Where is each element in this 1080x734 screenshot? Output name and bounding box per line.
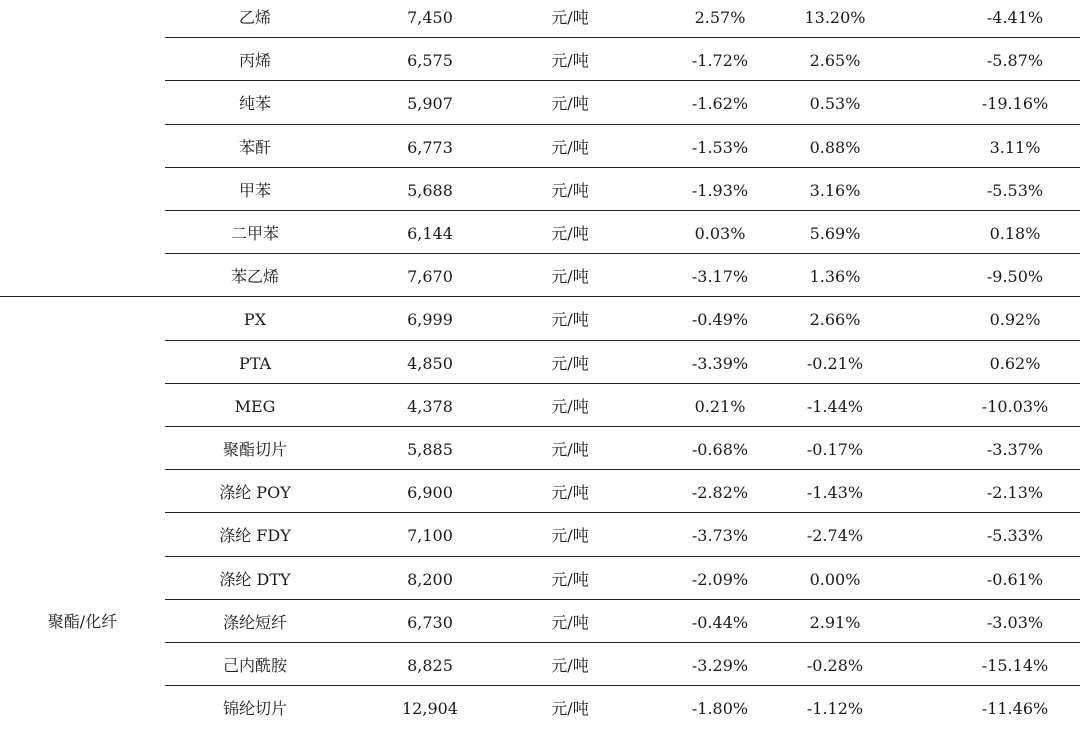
change-1: -0.68% xyxy=(691,440,749,459)
change-3: -5.53% xyxy=(986,181,1044,200)
change-2: 13.20% xyxy=(804,8,866,27)
product-name: 涤纶 DTY xyxy=(219,570,291,589)
unit-label: 元/吨 xyxy=(551,94,589,113)
price-value: 12,904 xyxy=(402,699,458,718)
row-divider xyxy=(165,685,1080,686)
change-2: 0.88% xyxy=(809,138,861,157)
change-3: -4.41% xyxy=(986,8,1044,27)
row-divider xyxy=(165,167,1080,168)
price-value: 7,450 xyxy=(407,8,453,27)
unit-label: 元/吨 xyxy=(551,526,589,545)
product-name: PTA xyxy=(238,354,272,373)
unit-label: 元/吨 xyxy=(551,138,589,157)
change-1: -3.29% xyxy=(691,656,749,675)
change-2: 2.91% xyxy=(809,613,861,632)
change-1: -1.72% xyxy=(691,51,749,70)
product-name: 涤纶 FDY xyxy=(219,526,291,545)
change-2: -0.17% xyxy=(806,440,864,459)
price-value: 6,999 xyxy=(407,310,453,329)
row-divider xyxy=(165,469,1080,470)
row-divider xyxy=(165,383,1080,384)
change-1: 2.57% xyxy=(694,8,746,27)
change-2: 0.53% xyxy=(809,94,861,113)
price-value: 6,900 xyxy=(407,483,453,502)
change-2: 3.16% xyxy=(809,181,861,200)
row-divider xyxy=(165,642,1080,643)
change-1: 0.03% xyxy=(694,224,746,243)
change-1: -3.73% xyxy=(691,526,749,545)
change-1: -1.80% xyxy=(691,699,749,718)
product-name: 苯酐 xyxy=(238,138,271,157)
product-name: 苯乙烯 xyxy=(230,267,279,286)
change-2: 2.65% xyxy=(809,51,861,70)
change-3: -9.50% xyxy=(986,267,1044,286)
unit-label: 元/吨 xyxy=(551,8,589,27)
change-3: -2.13% xyxy=(986,483,1044,502)
price-value: 8,825 xyxy=(407,656,453,675)
product-name: 二甲苯 xyxy=(230,224,279,243)
change-3: -3.03% xyxy=(986,613,1044,632)
row-divider xyxy=(165,512,1080,513)
change-3: -10.03% xyxy=(981,397,1049,416)
change-3: 0.62% xyxy=(989,354,1041,373)
category-label: 聚酯/化纤 xyxy=(47,612,118,631)
price-value: 6,773 xyxy=(407,138,453,157)
change-1: -1.62% xyxy=(691,94,749,113)
change-3: 3.11% xyxy=(989,138,1041,157)
row-divider xyxy=(165,556,1080,557)
unit-label: 元/吨 xyxy=(551,224,589,243)
change-3: -15.14% xyxy=(981,656,1049,675)
change-3: 0.18% xyxy=(989,224,1041,243)
price-value: 7,100 xyxy=(407,526,453,545)
change-1: -2.82% xyxy=(691,483,749,502)
product-name: 己内酰胺 xyxy=(222,656,287,675)
product-name: 甲苯 xyxy=(238,181,271,200)
unit-label: 元/吨 xyxy=(551,267,589,286)
price-value: 6,575 xyxy=(407,51,453,70)
change-3: -0.61% xyxy=(986,570,1044,589)
row-divider xyxy=(165,253,1080,254)
product-name: 锦纶切片 xyxy=(222,699,287,718)
price-value: 8,200 xyxy=(407,570,453,589)
change-1: -1.53% xyxy=(691,138,749,157)
change-3: -5.87% xyxy=(986,51,1044,70)
price-value: 5,885 xyxy=(407,440,453,459)
row-divider xyxy=(165,426,1080,427)
change-1: -1.93% xyxy=(691,181,749,200)
unit-label: 元/吨 xyxy=(551,440,589,459)
change-3: -19.16% xyxy=(981,94,1049,113)
change-2: 0.00% xyxy=(809,570,861,589)
change-2: 5.69% xyxy=(809,224,861,243)
product-name: 涤纶 POY xyxy=(219,483,291,502)
product-name: MEG xyxy=(234,397,276,416)
change-1: -3.39% xyxy=(691,354,749,373)
price-value: 7,670 xyxy=(407,267,453,286)
change-2: -1.43% xyxy=(806,483,864,502)
change-2: -0.28% xyxy=(806,656,864,675)
unit-label: 元/吨 xyxy=(551,51,589,70)
product-name: 丙烯 xyxy=(238,51,271,70)
product-name: 涤纶短纤 xyxy=(222,613,287,632)
row-divider xyxy=(165,37,1080,38)
change-2: -0.21% xyxy=(806,354,864,373)
change-2: -2.74% xyxy=(806,526,864,545)
unit-label: 元/吨 xyxy=(551,699,589,718)
change-2: -1.44% xyxy=(806,397,864,416)
row-divider xyxy=(165,124,1080,125)
product-name: PX xyxy=(243,310,267,329)
table-row xyxy=(165,302,1080,345)
change-1: -0.44% xyxy=(691,613,749,632)
change-1: 0.21% xyxy=(694,397,746,416)
row-divider xyxy=(165,340,1080,341)
unit-label: 元/吨 xyxy=(551,354,589,373)
unit-label: 元/吨 xyxy=(551,613,589,632)
table-row xyxy=(165,86,1080,129)
price-value: 4,378 xyxy=(407,397,453,416)
change-3: -3.37% xyxy=(986,440,1044,459)
table-row xyxy=(165,518,1080,561)
price-value: 6,144 xyxy=(407,224,453,243)
unit-label: 元/吨 xyxy=(551,310,589,329)
unit-label: 元/吨 xyxy=(551,397,589,416)
change-2: 2.66% xyxy=(809,310,861,329)
price-value: 6,730 xyxy=(407,613,453,632)
product-name: 聚酯切片 xyxy=(222,440,287,459)
price-value: 5,688 xyxy=(407,181,453,200)
unit-label: 元/吨 xyxy=(551,570,589,589)
unit-label: 元/吨 xyxy=(551,483,589,502)
change-2: 1.36% xyxy=(809,267,861,286)
change-3: -11.46% xyxy=(981,699,1049,718)
change-1: -0.49% xyxy=(691,310,749,329)
change-3: -5.33% xyxy=(986,526,1044,545)
unit-label: 元/吨 xyxy=(551,181,589,200)
change-1: -3.17% xyxy=(691,267,749,286)
section-divider xyxy=(0,296,1080,297)
table-row xyxy=(165,691,1080,734)
row-divider xyxy=(165,599,1080,600)
product-name: 乙烯 xyxy=(238,8,271,27)
row-divider xyxy=(165,80,1080,81)
product-name: 纯苯 xyxy=(238,94,271,113)
unit-label: 元/吨 xyxy=(551,656,589,675)
change-3: 0.92% xyxy=(989,310,1041,329)
change-2: -1.12% xyxy=(806,699,864,718)
price-value: 4,850 xyxy=(407,354,453,373)
row-divider xyxy=(165,210,1080,211)
change-1: -2.09% xyxy=(691,570,749,589)
price-value: 5,907 xyxy=(407,94,453,113)
